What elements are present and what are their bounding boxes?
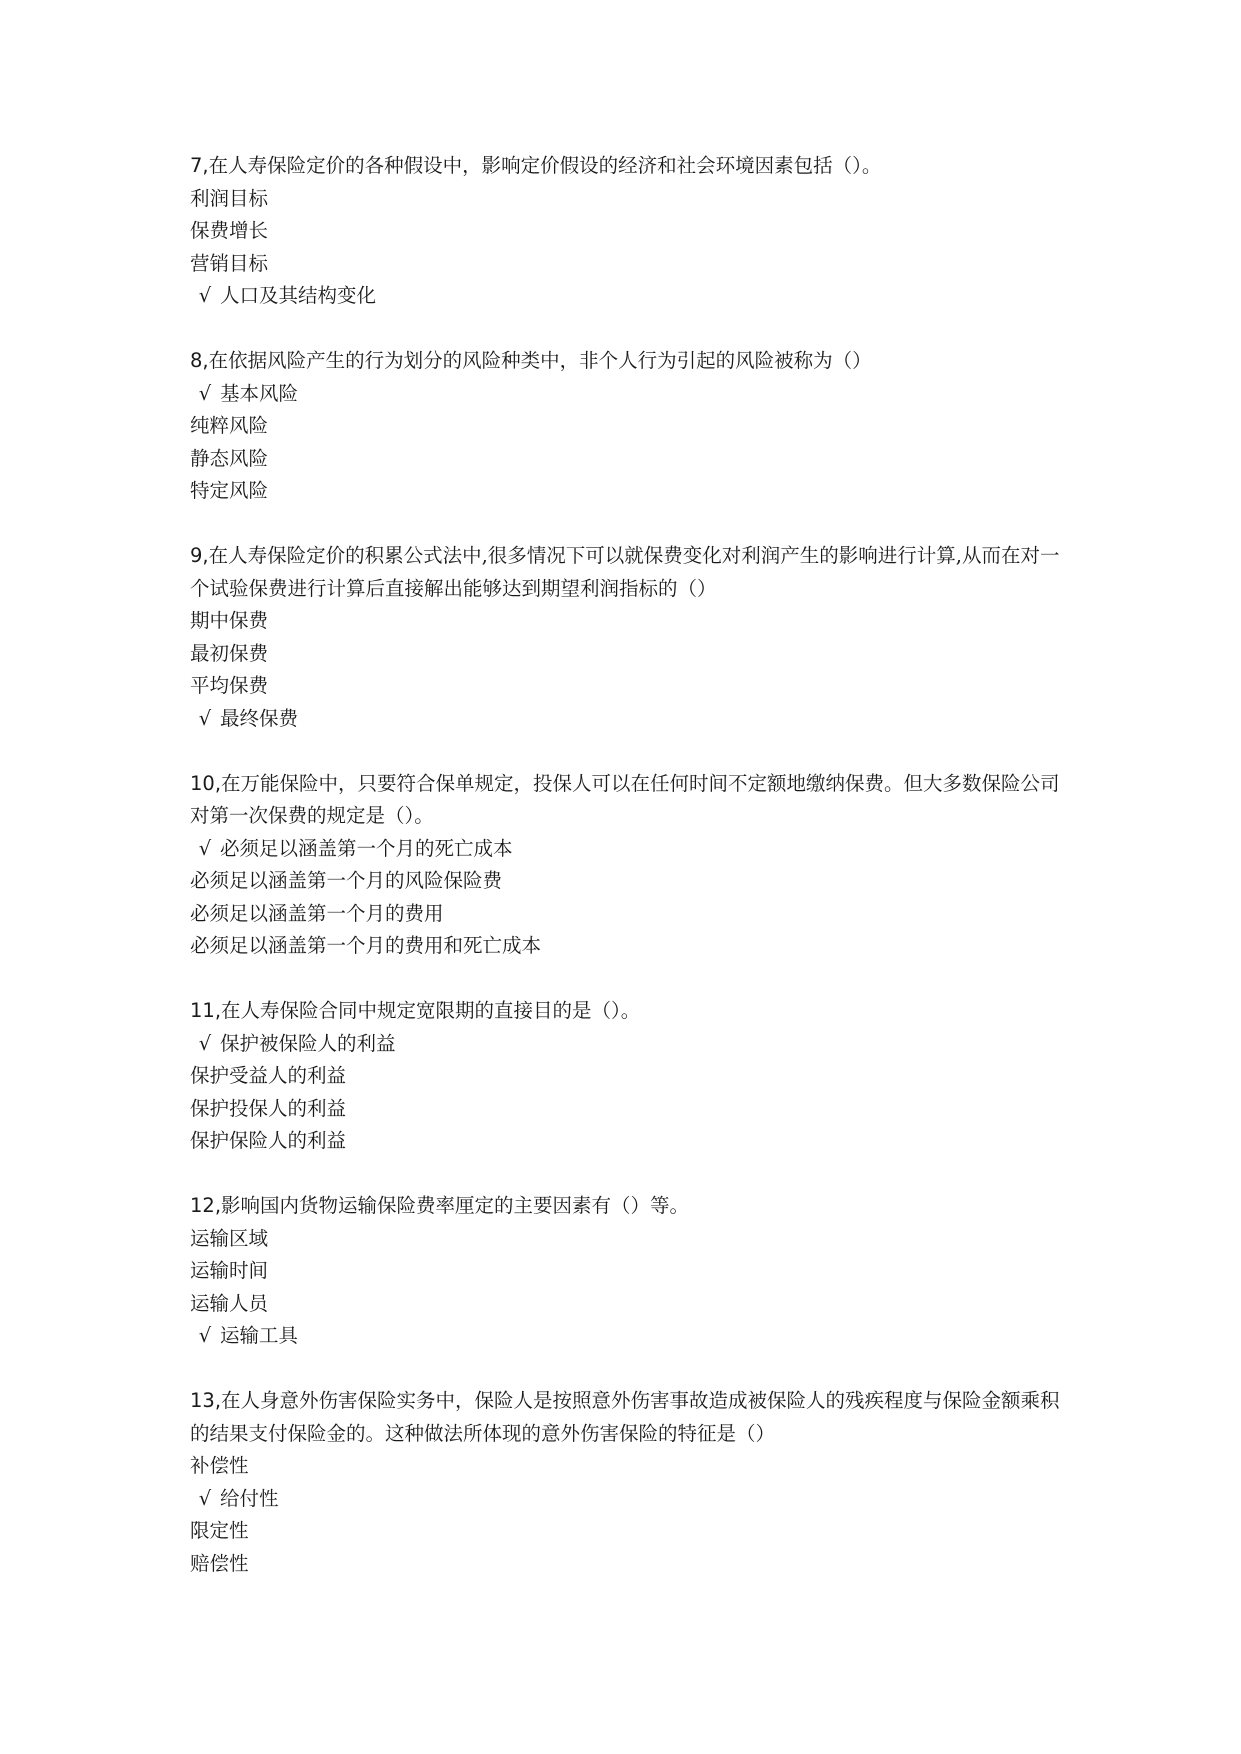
option-label: 保护保险人的利益 xyxy=(190,1129,347,1152)
option-label: 运输区域 xyxy=(190,1226,269,1250)
question-number: 10, xyxy=(190,771,222,795)
answer-option xyxy=(190,1515,1070,1548)
correct-answer-option xyxy=(190,1320,1070,1353)
answer-option xyxy=(190,1548,1070,1581)
option-label: 平均保费 xyxy=(190,674,269,697)
answer-option xyxy=(190,1223,1070,1256)
question-block xyxy=(190,345,1070,508)
question-number: 8, xyxy=(190,349,209,372)
question-stem: 在万能保险中，只要符合保单规定，投保人可以在任何时间不定额地缴纳保费。但大多数保险公司对第一次保费的规定是（）。 xyxy=(190,771,1060,827)
question-number: 9, xyxy=(190,544,209,567)
question-text xyxy=(190,995,1070,1028)
correct-answer-option xyxy=(190,378,1070,411)
answer-option xyxy=(190,1288,1070,1321)
option-label: 保护被保险人的利益 xyxy=(220,1031,396,1055)
question-text xyxy=(190,1385,1070,1450)
check-mark-icon: √ xyxy=(198,1031,212,1055)
option-label: 营销目标 xyxy=(190,251,269,275)
question-text xyxy=(190,540,1070,605)
option-label: 运输工具 xyxy=(220,1324,299,1347)
question-text xyxy=(190,345,1070,378)
answer-option xyxy=(190,670,1070,703)
option-label: 赔偿性 xyxy=(190,1551,249,1575)
answer-option xyxy=(190,930,1070,963)
answer-option xyxy=(190,1450,1070,1483)
answer-option xyxy=(190,215,1070,248)
question-text xyxy=(190,150,1070,183)
answer-option xyxy=(190,410,1070,443)
option-label: 必须足以涵盖第一个月的费用和死亡成本 xyxy=(190,934,542,957)
option-label: 保护受益人的利益 xyxy=(190,1064,347,1087)
option-label: 运输人员 xyxy=(190,1291,269,1315)
check-mark-icon: √ xyxy=(198,1486,212,1510)
answer-option xyxy=(190,605,1070,638)
correct-answer-option xyxy=(190,833,1070,866)
question-block xyxy=(190,150,1070,313)
option-label: 最初保费 xyxy=(190,641,269,665)
option-label: 特定风险 xyxy=(190,479,269,502)
answer-option xyxy=(190,248,1070,281)
option-label: 纯粹风险 xyxy=(190,414,269,437)
check-mark-icon: √ xyxy=(198,1324,212,1347)
answer-option xyxy=(190,1125,1070,1158)
question-number: 12, xyxy=(190,1194,222,1217)
question-text xyxy=(190,1190,1070,1223)
question-block xyxy=(190,1190,1070,1353)
question-list xyxy=(190,150,1070,1580)
option-label: 基本风险 xyxy=(220,381,299,405)
option-label: 利润目标 xyxy=(190,186,269,210)
option-label: 最终保费 xyxy=(220,706,299,730)
question-block xyxy=(190,768,1070,963)
question-block xyxy=(190,995,1070,1158)
question-number: 7, xyxy=(190,154,209,177)
correct-answer-option xyxy=(190,703,1070,736)
answer-option xyxy=(190,1255,1070,1288)
answer-option xyxy=(190,1093,1070,1126)
option-label: 保护投保人的利益 xyxy=(190,1096,347,1120)
check-mark-icon: √ xyxy=(198,381,212,405)
option-label: 必须足以涵盖第一个月的死亡成本 xyxy=(220,836,513,860)
option-label: 限定性 xyxy=(190,1519,249,1542)
option-label: 静态风险 xyxy=(190,446,269,470)
option-label: 人口及其结构变化 xyxy=(220,284,377,307)
answer-option xyxy=(190,183,1070,216)
option-label: 补偿性 xyxy=(190,1454,249,1477)
question-number: 13, xyxy=(190,1389,222,1412)
option-label: 给付性 xyxy=(220,1486,279,1510)
question-stem: 在人寿保险定价的积累公式法中,很多情况下可以就保费变化对利润产生的影响进行计算,从而在对一个试验保费进行计算后直接解出能够达到期望利润指标的（） xyxy=(190,544,1060,600)
question-stem: 在人寿保险定价的各种假设中，影响定价假设的经济和社会环境因素包括（）。 xyxy=(208,154,882,177)
question-number: 11, xyxy=(190,999,222,1022)
check-mark-icon: √ xyxy=(198,706,212,730)
question-stem: 在人身意外伤害保险实务中，保险人是按照意外伤害事故造成被保险人的残疾程度与保险金额乘积的结果支付保险金的。这种做法所体现的意外伤害保险的特征是（） xyxy=(190,1389,1060,1445)
answer-option xyxy=(190,638,1070,671)
option-label: 保费增长 xyxy=(190,219,269,242)
answer-option xyxy=(190,1060,1070,1093)
correct-answer-option xyxy=(190,1483,1070,1516)
correct-answer-option xyxy=(190,280,1070,313)
answer-option xyxy=(190,443,1070,476)
correct-answer-option xyxy=(190,1028,1070,1061)
option-label: 必须足以涵盖第一个月的风险保险费 xyxy=(190,869,503,892)
option-label: 期中保费 xyxy=(190,609,269,632)
option-label: 运输时间 xyxy=(190,1259,269,1282)
question-stem: 在依据风险产生的行为划分的风险种类中，非个人行为引起的风险被称为（） xyxy=(208,349,872,372)
answer-option xyxy=(190,898,1070,931)
question-block xyxy=(190,1385,1070,1580)
document-page xyxy=(190,150,1070,1613)
check-mark-icon: √ xyxy=(198,836,212,860)
check-mark-icon: √ xyxy=(198,284,212,307)
answer-option xyxy=(190,475,1070,508)
question-stem: 影响国内货物运输保险费率厘定的主要因素有（）等。 xyxy=(221,1194,690,1217)
option-label: 必须足以涵盖第一个月的费用 xyxy=(190,901,444,925)
question-block xyxy=(190,540,1070,735)
question-text xyxy=(190,768,1070,833)
question-stem: 在人寿保险合同中规定宽限期的直接目的是（）。 xyxy=(221,999,641,1022)
answer-option xyxy=(190,865,1070,898)
